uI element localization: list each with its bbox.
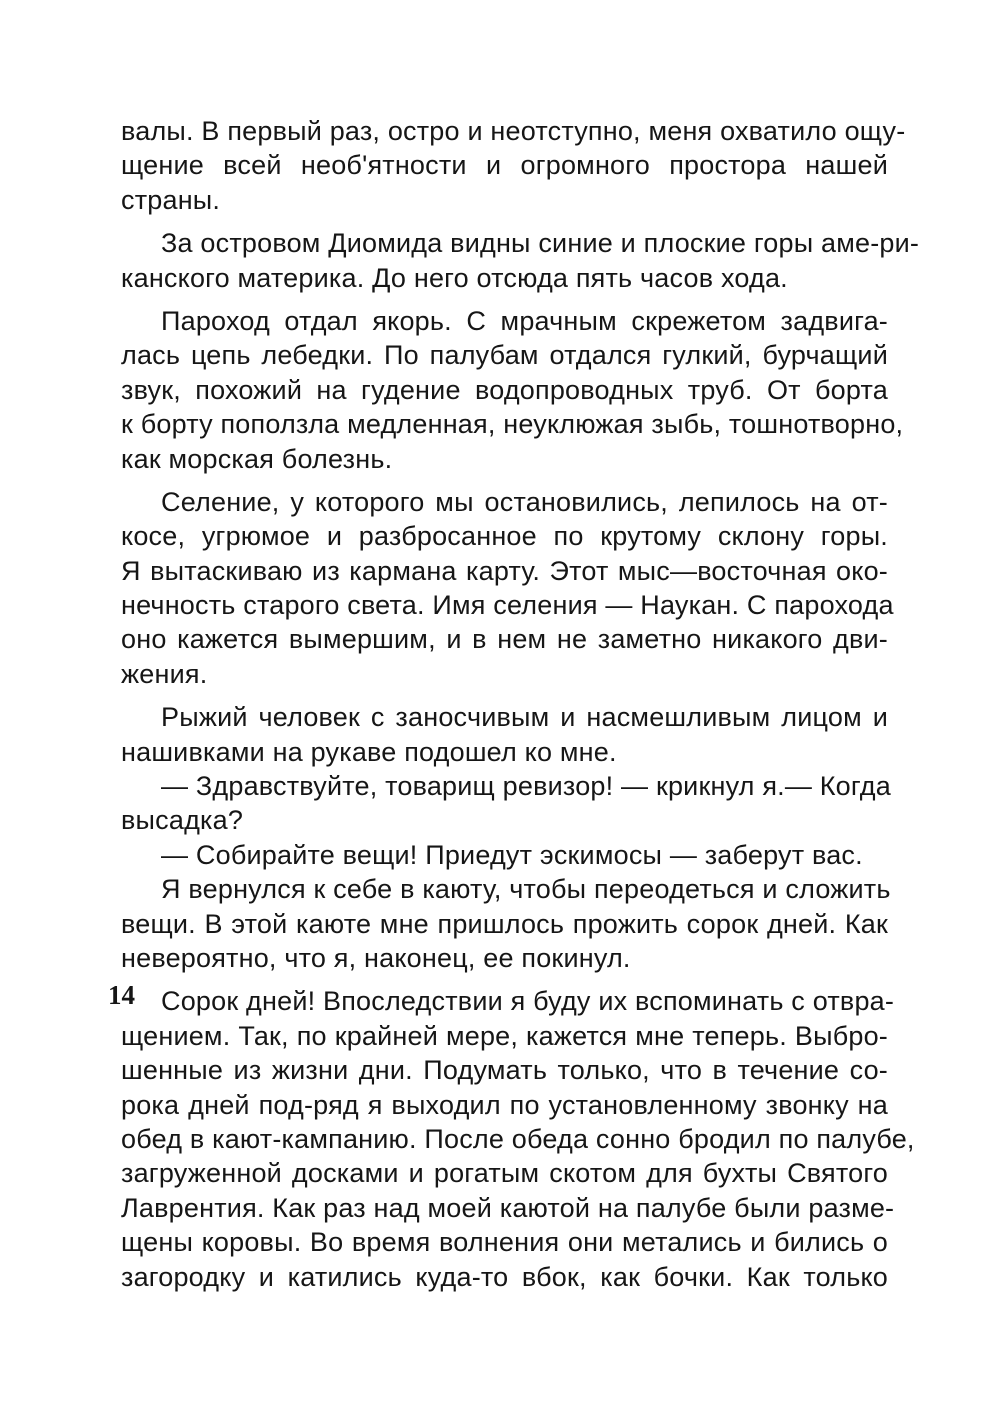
text-line: невероятно, что я, наконец, ее покинул. xyxy=(121,942,631,973)
text-line: — Здравствуйте, товарищ ревизор! — крикнул я.— Когда xyxy=(161,771,891,802)
text-line: валы. В первый раз, остро и неотступно, меня охватило ощу- xyxy=(121,116,906,146)
text-line: страны. xyxy=(121,184,221,215)
text-line: оно кажется вымершим, и в нем не заметно никакого дви- xyxy=(121,624,888,655)
text-line: Пароход отдал якорь. С мрачным скрежетом задвига- xyxy=(161,305,888,336)
text-line: косе, угрюмое и разбросанное по крутому склону горы. xyxy=(121,521,888,552)
page-number: 14 xyxy=(108,980,135,1010)
text-line: щением. Так, по крайней мере, кажется мне теперь. Выбро- xyxy=(121,1020,888,1051)
text-line: шенные из жизни дни. Подумать только, что в течение со- xyxy=(121,1055,888,1086)
text-line: нашивками на рукаве подошел ко мне. xyxy=(121,736,617,767)
text-line: как морская болезнь. xyxy=(121,443,393,474)
text-line: Сорок дней! Впоследствии я буду их вспоминать с отвра- xyxy=(161,986,895,1017)
text-line: обед в кают-кампанию. После обеда сонно бродил по палубе, xyxy=(121,1123,915,1154)
text-line: Рыжий человек с заносчивым и насмешливым лицом и xyxy=(161,702,888,733)
text-line: загруженной досками и рогатым скотом для бухты Святого xyxy=(121,1158,888,1189)
text-line: жения. xyxy=(121,658,208,689)
text-line: щение всей необ'ятности и огромного простора нашей xyxy=(121,150,888,181)
text-line: щены коровы. Во время волнения они метались и бились о xyxy=(121,1227,888,1258)
body-text xyxy=(121,114,920,1294)
text-line: вещи. В этой каюте мне пришлось прожить сорок дней. Как xyxy=(121,908,888,939)
text-line: Селение, у которого мы остановились, лепилось на от- xyxy=(161,486,888,517)
text-line: За островом Диомида видны синие и плоские горы аме-ри- xyxy=(161,228,920,259)
text-line: нечность старого света. Имя селения — Наукан. С парохода xyxy=(121,590,894,621)
text-line: лась цепь лебедки. По палубам отдался гулкий, бурчащий xyxy=(121,340,888,371)
text-line: загородку и катились куда-то вбок, как бочки. Как только xyxy=(121,1261,888,1292)
text-line: к борту поползла медленная, неуклюжая зыбь, тошнотворно, xyxy=(121,409,904,440)
text-line: — Собирайте вещи! Приедут эскимосы — заберут вас. xyxy=(161,839,863,870)
text-line: канского материка. До него отсюда пять часов хода. xyxy=(121,262,788,293)
text-line: Я вытаскиваю из кармана карту. Этот мыс—восточная око- xyxy=(121,555,888,586)
text-line: Лаврентия. Как раз над моей каютой на палубе были разме- xyxy=(121,1192,895,1223)
text-line: рока дней под-ряд я выходил по установленному звонку на xyxy=(121,1089,888,1120)
text-line: Я вернулся к себе в каюту, чтобы переодеться и сложить xyxy=(161,874,891,905)
text-line: высадка? xyxy=(121,805,244,836)
text-line: звук, похожий на гудение водопроводных труб. От борта xyxy=(121,374,888,405)
